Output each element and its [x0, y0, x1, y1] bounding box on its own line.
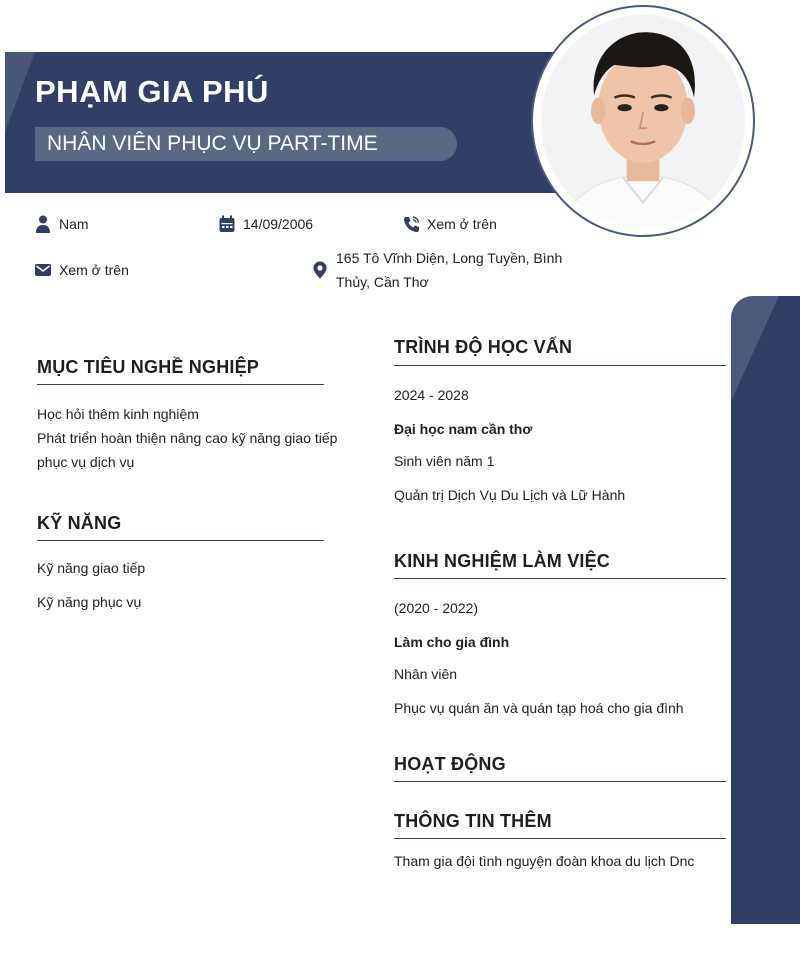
education-divider: [394, 365, 726, 366]
activities-title: HOẠT ĐỘNG: [394, 754, 506, 774]
experience-position: Nhân viên: [394, 666, 458, 682]
email-value: Xem ở trên: [59, 262, 129, 278]
skill-item-2: Kỹ năng phục vụ: [37, 594, 142, 610]
profile-photo-image: [541, 15, 745, 227]
birthdate-value: 14/09/2006: [243, 216, 314, 232]
calendar-icon: [219, 215, 235, 233]
additional-text: Tham gia đội tình nguyện đoàn khoa du lịch Dnc: [394, 853, 695, 869]
skill-item-1: Kỹ năng giao tiếp: [37, 560, 146, 576]
experience-title: KINH NGHIỆM LÀM VIỆC: [394, 551, 611, 571]
additional-title: THÔNG TIN THÊM: [394, 811, 552, 831]
candidate-name: PHẠM GIA PHÚ: [35, 74, 269, 109]
email-icon: [35, 261, 51, 279]
contact-phone: [403, 212, 497, 236]
experience-description: Phục vụ quán ăn và quán tạp hoá cho gia đình: [394, 700, 684, 716]
experience-company: Làm cho gia đình: [394, 634, 510, 650]
contact-email: [35, 258, 129, 282]
objective-line-1: Học hỏi thêm kinh nghiệm: [37, 406, 199, 422]
person-icon: [35, 215, 51, 233]
objective-line-3: phục vụ dịch vụ: [37, 454, 135, 470]
education-title: TRÌNH ĐỘ HỌC VẤN: [394, 337, 573, 357]
contact-address: [312, 246, 562, 294]
address-line-1: 165 Tô Vĩnh Diện, Long Tuyền, Bình: [336, 250, 563, 266]
skills-title: KỸ NĂNG: [37, 513, 122, 533]
objective-line-2: Phát triển hoàn thiện nâng cao kỹ năng giao tiếp: [37, 430, 338, 446]
education-school: Đại học nam cần thơ: [394, 421, 533, 437]
phone-value: Xem ở trên: [427, 216, 497, 232]
phone-icon: [403, 215, 419, 233]
activities-divider: [394, 781, 726, 782]
profile-photo: [531, 5, 755, 237]
contact-birthdate: [219, 212, 313, 236]
objective-divider: [37, 384, 324, 385]
address-line-2: Thủy, Cần Thơ: [336, 274, 429, 290]
header-shine: [5, 52, 35, 132]
contact-gender: [35, 212, 89, 236]
additional-divider: [394, 838, 726, 839]
objective-title: MỤC TIÊU NGHỀ NGHIỆP: [37, 357, 260, 377]
education-period: 2024 - 2028: [394, 387, 469, 403]
right-decoration-shine: [731, 296, 779, 401]
location-icon: [312, 261, 328, 279]
education-major: Quản trị Dịch Vụ Du Lịch và Lữ Hành: [394, 487, 626, 503]
skills-divider: [37, 540, 324, 541]
job-title: NHÂN VIÊN PHỤC VỤ PART-TIME: [47, 132, 378, 155]
experience-divider: [394, 578, 726, 579]
experience-period: (2020 - 2022): [394, 600, 479, 616]
right-decoration: [731, 296, 800, 924]
gender-value: Nam: [59, 216, 89, 232]
address-value: [336, 246, 562, 294]
education-level: Sinh viên năm 1: [394, 453, 495, 469]
